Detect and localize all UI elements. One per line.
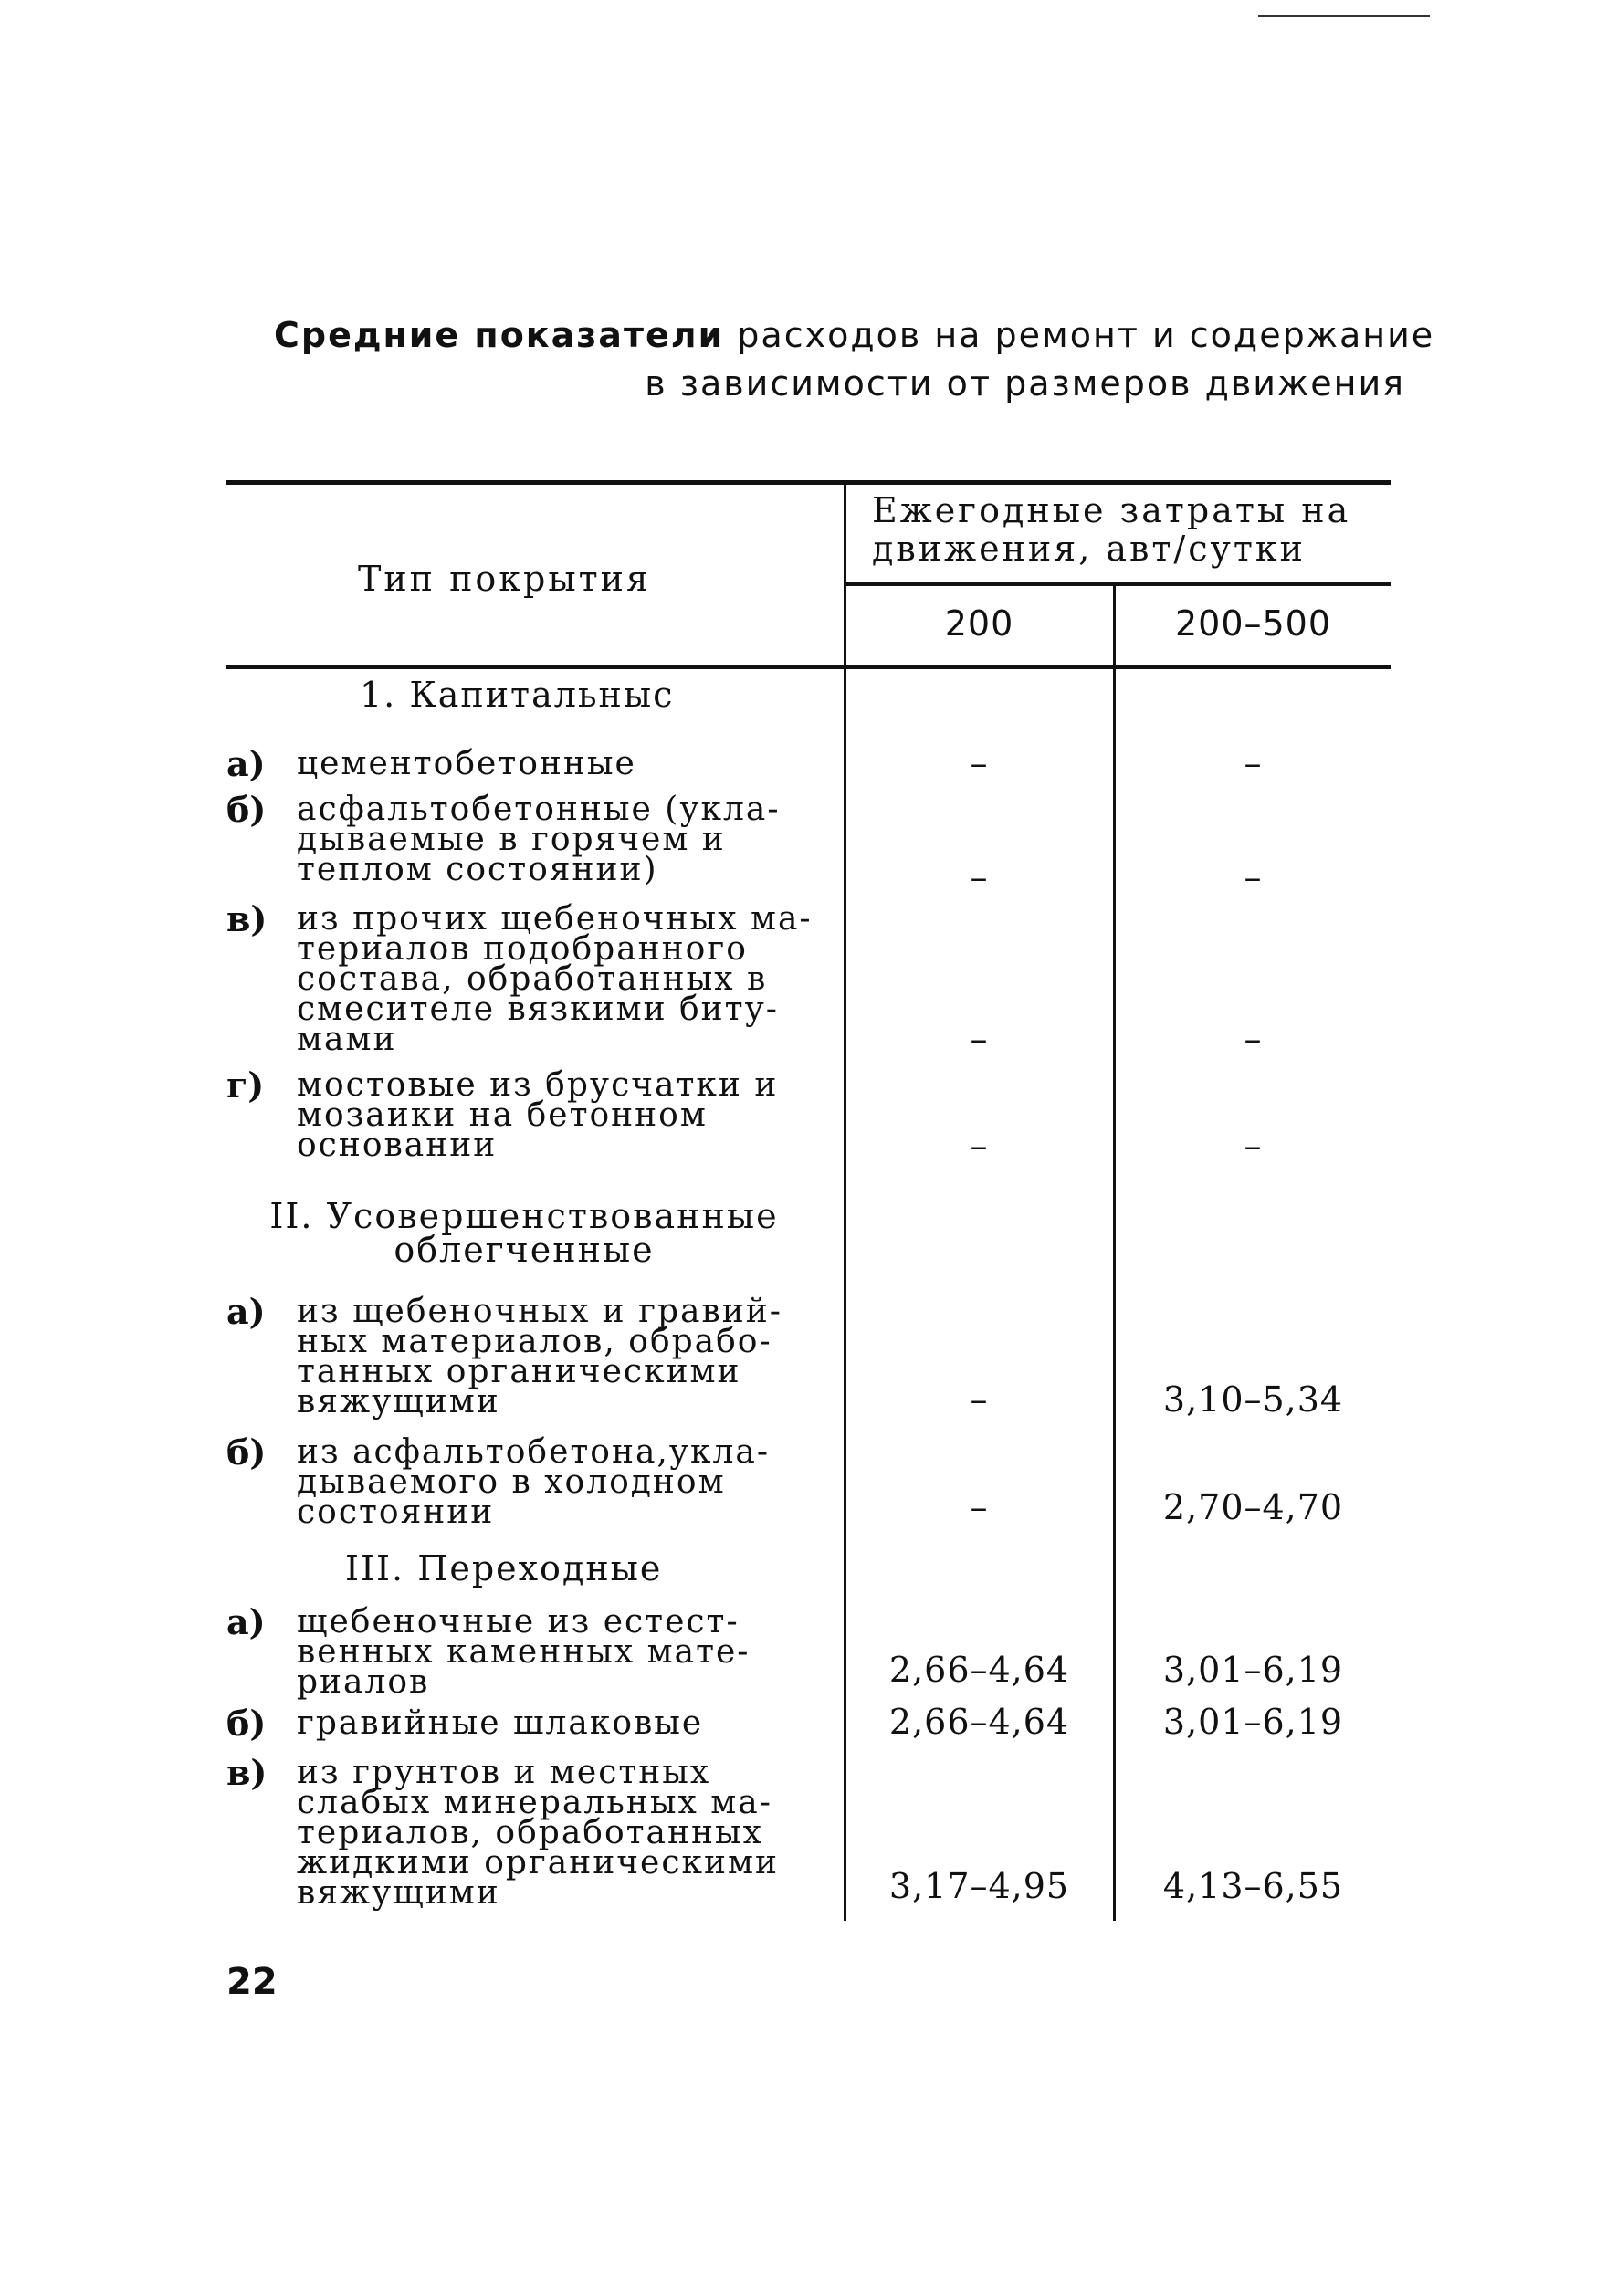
table-title-line-2: в зависимости от размеров движения (645, 363, 1405, 404)
item-text: мостовые из брусчатки и мозаики на бетонном основании (297, 1066, 779, 1164)
value-col-2: – (1244, 743, 1263, 783)
value-col-1: 2,66–4,64 (888, 1702, 1070, 1742)
value-col-2: – (1244, 857, 1263, 897)
item-text: из асфальтобетона,укла- дываемого в холодном состоянии (297, 1433, 771, 1531)
value-col-1: – (970, 1487, 989, 1527)
section-title: 1. Капитальныс (360, 675, 675, 715)
value-col-1: 2,66–4,64 (888, 1650, 1070, 1690)
value-col-2: – (1244, 1019, 1263, 1059)
table-title-line-1 (274, 315, 1435, 355)
item-label: в) (226, 898, 268, 939)
page-number: 22 (226, 1961, 278, 2003)
title-rest: расходов на ремонт и содержание (724, 315, 1435, 355)
top-rule (1258, 15, 1430, 17)
value-col-2: 4,13–6,55 (1162, 1866, 1344, 1906)
value-col-2: – (1244, 1126, 1263, 1166)
item-label: б) (226, 1431, 267, 1473)
item-label: а) (226, 743, 266, 784)
item-label: в) (226, 1752, 268, 1793)
title-bold: Средние показатели (274, 315, 725, 355)
header-sub-column-1: 200 (944, 603, 1014, 644)
header-type-column: Тип покрытия (358, 559, 651, 599)
item-text: из щебеночных и гравий- ных материалов, обрабо- танных органическими вяжущими (297, 1293, 782, 1421)
value-col-1: – (970, 1126, 989, 1166)
section-title: II. Усовершенствованные облегченные (269, 1196, 779, 1270)
item-label: б) (226, 789, 267, 830)
header-sub-column-2: 200–500 (1174, 603, 1332, 644)
item-text: асфальтобетонные (укла- дываемые в горячем и теплом состоянии) (297, 791, 781, 888)
value-col-2: 3,01–6,19 (1162, 1650, 1344, 1690)
header-subdivider (844, 582, 1391, 586)
value-col-1: 3,17–4,95 (888, 1866, 1070, 1906)
value-col-1: – (970, 1019, 989, 1059)
item-text: щебеночные из естест- венных каменных мате- риалов (297, 1603, 751, 1701)
value-col-2: 3,10–5,34 (1162, 1379, 1344, 1420)
value-col-2: 3,01–6,19 (1162, 1702, 1344, 1742)
value-col-1: – (970, 857, 989, 897)
header-bottom-rule (226, 665, 1391, 669)
item-text: цементобетонные (297, 745, 636, 782)
item-label: а) (226, 1291, 266, 1332)
item-label: а) (226, 1601, 266, 1642)
item-label: г) (226, 1064, 265, 1106)
item-text: из прочих щебеночных ма- териалов подобранного состава, обработанных в смесителе вязкими биту- мами (297, 900, 813, 1058)
section-title: III. Переходные (345, 1548, 663, 1588)
value-col-1: – (970, 1379, 989, 1420)
item-text: из грунтов и местных слабых минеральных ма- териалов, обработанных жидкими органическими вяжущими (297, 1754, 779, 1912)
value-col-2: 2,70–4,70 (1162, 1487, 1344, 1527)
header-cost-column: Ежегодные затраты на движения, авт/сутки (872, 490, 1351, 569)
item-label: б) (226, 1703, 267, 1744)
value-col-1: – (970, 743, 989, 783)
item-text: гравийные шлаковые (297, 1704, 704, 1742)
table-top-rule (226, 480, 1391, 485)
